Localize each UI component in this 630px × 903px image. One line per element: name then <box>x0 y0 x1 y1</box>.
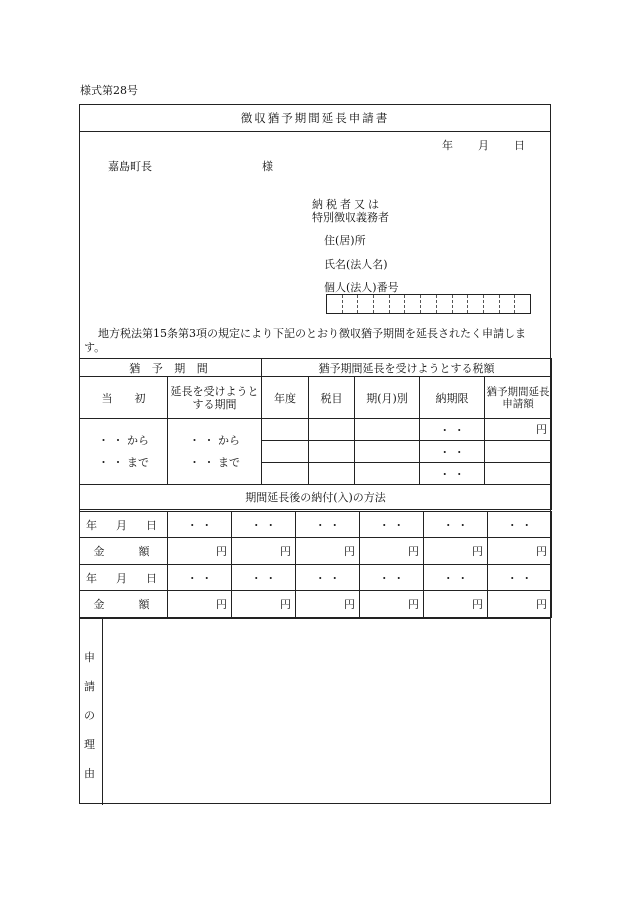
number-digit-cell[interactable] <box>437 295 453 313</box>
extension-from: ・ ・ から <box>189 433 240 447</box>
reason-char: 申 <box>84 651 95 664</box>
amount-cell[interactable]: 円 <box>485 419 552 441</box>
number-digit-cell[interactable] <box>343 295 359 313</box>
col-tax-item: 税目 <box>309 377 355 419</box>
payment-amount-cell[interactable]: 円 <box>296 538 360 565</box>
fiscal-year-cell[interactable] <box>262 441 309 463</box>
payment-amount-cell[interactable]: 円 <box>168 591 232 618</box>
payment-date-cell[interactable]: ・ ・ <box>232 565 296 591</box>
payment-amount-cell[interactable]: 円 <box>168 538 232 565</box>
payment-amount-cell[interactable]: 円 <box>488 591 552 618</box>
payment-date-cell[interactable]: ・ ・ <box>424 565 488 591</box>
applicant-role-line1: 納税者又は <box>312 198 382 211</box>
form-number: 様式第28号 <box>80 84 138 97</box>
col-extension-amount: 猶予期間延長申請額 <box>485 377 552 419</box>
amount-cell[interactable] <box>485 441 552 463</box>
col-initial: 当 初 <box>80 377 168 419</box>
number-digit-cell[interactable] <box>327 295 343 313</box>
individual-number-field[interactable] <box>326 294 531 314</box>
date-month-label: 月 <box>478 139 489 152</box>
initial-period-cell[interactable] <box>80 419 168 485</box>
reason-char: 由 <box>84 767 95 780</box>
col-installment: 期(月)別 <box>355 377 420 419</box>
payment-amount-label: 金 額 <box>80 591 168 618</box>
due-date-cell[interactable]: ・ ・ <box>420 441 485 463</box>
due-date-cell[interactable]: ・ ・ <box>420 419 485 441</box>
payment-amount-cell[interactable]: 円 <box>424 538 488 565</box>
tax-item-cell[interactable] <box>309 419 355 441</box>
application-form <box>79 104 551 804</box>
date-year-label: 年 <box>442 139 453 152</box>
extension-period-cell[interactable] <box>168 419 262 485</box>
payment-amount-label: 金 額 <box>80 538 168 565</box>
grace-period-header: 猶 予 期 間 <box>80 359 262 377</box>
reason-char: 請 <box>84 680 95 693</box>
payment-date-cell[interactable]: ・ ・ <box>168 565 232 591</box>
grace-period-table <box>79 358 552 510</box>
payment-amount-cell[interactable]: 円 <box>360 591 424 618</box>
payment-amount-cell[interactable]: 円 <box>296 591 360 618</box>
payment-date-label: 年 月 日 <box>80 512 168 538</box>
number-digit-cell[interactable] <box>515 295 530 313</box>
col-due-date: 納期限 <box>420 377 485 419</box>
installment-cell[interactable] <box>355 441 420 463</box>
payment-date-cell[interactable]: ・ ・ <box>360 565 424 591</box>
payment-amount-cell[interactable]: 円 <box>360 538 424 565</box>
installment-cell[interactable] <box>355 463 420 485</box>
payment-date-cell[interactable]: ・ ・ <box>296 565 360 591</box>
amount-cell[interactable] <box>485 463 552 485</box>
payment-schedule-table <box>79 511 552 618</box>
payment-date-cell[interactable]: ・ ・ <box>424 512 488 538</box>
initial-to: ・ ・ まで <box>98 455 149 469</box>
tax-item-cell[interactable] <box>309 463 355 485</box>
reason-label <box>80 619 103 805</box>
installment-cell[interactable] <box>355 419 420 441</box>
col-fiscal-year: 年度 <box>262 377 309 419</box>
due-date-cell[interactable]: ・ ・ <box>420 463 485 485</box>
payment-amount-cell[interactable]: 円 <box>488 538 552 565</box>
tax-amount-header: 猶予期間延長を受けようとする税額 <box>262 359 552 377</box>
reason-char: の <box>84 709 95 722</box>
name-label: 氏名(法人名) <box>324 258 388 271</box>
application-statement: 地方税法第15条第3項の規定により下記のとおり徴収猶予期間を延長されたく申請します。 <box>84 327 526 354</box>
number-label: 個人(法人)番号 <box>324 281 399 294</box>
payment-date-label: 年 月 日 <box>80 565 168 591</box>
number-digit-cell[interactable] <box>484 295 500 313</box>
date-day-label: 日 <box>514 139 525 152</box>
addressee-name: 嘉島町長 <box>108 160 152 173</box>
payment-amount-cell[interactable]: 円 <box>232 538 296 565</box>
fiscal-year-cell[interactable] <box>262 463 309 485</box>
number-digit-cell[interactable] <box>500 295 516 313</box>
initial-from: ・ ・ から <box>98 433 149 447</box>
form-title: 徴収猶予期間延長申請書 <box>80 105 550 132</box>
number-digit-cell[interactable] <box>468 295 484 313</box>
number-digit-cell[interactable] <box>374 295 390 313</box>
extension-to: ・ ・ まで <box>189 455 240 469</box>
payment-amount-cell[interactable]: 円 <box>424 591 488 618</box>
number-digit-cell[interactable] <box>405 295 421 313</box>
fiscal-year-cell[interactable] <box>262 419 309 441</box>
payment-date-cell[interactable]: ・ ・ <box>488 565 552 591</box>
number-digit-cell[interactable] <box>421 295 437 313</box>
reason-input-area[interactable] <box>103 619 550 805</box>
addressee-honorific: 様 <box>262 160 273 173</box>
tax-item-cell[interactable] <box>309 441 355 463</box>
payment-date-cell[interactable]: ・ ・ <box>232 512 296 538</box>
application-reason-section <box>80 618 550 805</box>
address-label: 住(居)所 <box>324 234 366 247</box>
number-digit-cell[interactable] <box>390 295 406 313</box>
applicant-role-line2: 特別徴収義務者 <box>312 211 389 224</box>
payment-date-cell[interactable]: ・ ・ <box>296 512 360 538</box>
reason-char: 理 <box>84 738 95 751</box>
payment-date-cell[interactable]: ・ ・ <box>488 512 552 538</box>
number-digit-cell[interactable] <box>358 295 374 313</box>
payment-amount-cell[interactable]: 円 <box>232 591 296 618</box>
payment-date-cell[interactable]: ・ ・ <box>168 512 232 538</box>
col-extension-period: 延長を受けようとする期間 <box>168 377 262 419</box>
number-digit-cell[interactable] <box>453 295 469 313</box>
payment-date-cell[interactable]: ・ ・ <box>360 512 424 538</box>
payment-method-header: 期間延長後の納付(入)の方法 <box>80 485 552 510</box>
